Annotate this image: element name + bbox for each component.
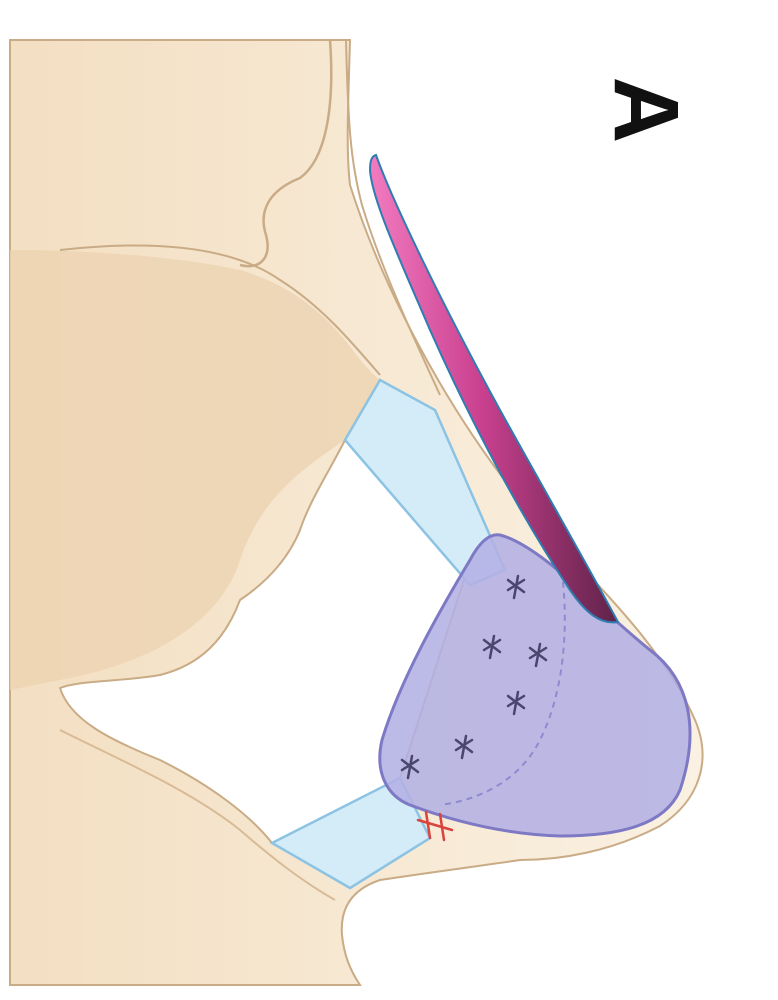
panel-label: A bbox=[595, 76, 697, 144]
